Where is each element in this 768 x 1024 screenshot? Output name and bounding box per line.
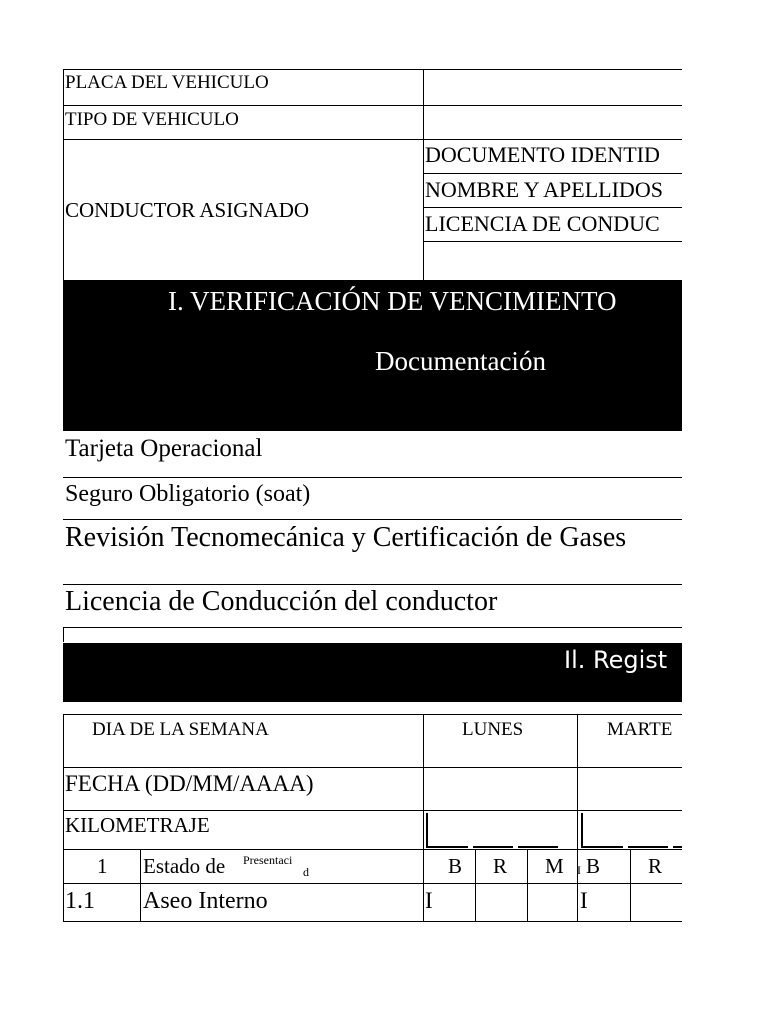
table-line (63, 105, 682, 106)
km-digit-line (426, 813, 428, 847)
table-line (423, 714, 424, 922)
table-line (423, 207, 682, 208)
row1-superscript: Presentaci (243, 853, 293, 867)
km-digit-line (518, 846, 558, 848)
stray-mark: I (577, 863, 581, 877)
col-m-lunes: M (545, 854, 564, 878)
row11-mark-martes: I (580, 888, 588, 913)
doc-item-revision: Revisión Tecnomecánica y Certificación de Gases (65, 522, 627, 553)
section1-title: I. VERIFICACIÓN DE VENCIMIENTO (168, 286, 617, 316)
km-digit-line (473, 846, 513, 848)
table-line (527, 849, 528, 922)
section1-subtitle: Documentación (375, 346, 546, 376)
placa-label: PLACA DEL VEHICULO (65, 72, 269, 93)
km-digit-line (581, 813, 583, 847)
table-line (630, 849, 631, 922)
lunes-label: LUNES (462, 719, 524, 740)
section2-title: Il. Regist (564, 646, 668, 674)
tipo-label: TIPO DE VEHICULO (65, 109, 239, 130)
col-r-martes: R (648, 854, 663, 878)
table-line (63, 519, 682, 520)
table-line (63, 627, 682, 628)
table-line (140, 849, 141, 922)
table-line (63, 714, 64, 922)
documento-label: DOCUMENTO IDENTID (425, 142, 660, 167)
col-b-lunes: B (448, 854, 463, 878)
km-digit-line (581, 846, 623, 848)
dia-semana-label: DIA DE LA SEMANA (92, 719, 269, 740)
col-b-martes: B (586, 854, 601, 878)
kilometraje-label: KILOMETRAJE (65, 813, 210, 837)
col-r-lunes: R (493, 854, 508, 878)
conductor-label: CONDUCTOR ASIGNADO (65, 198, 310, 222)
row11-mark-lunes: I (425, 888, 433, 913)
table-line (63, 810, 682, 811)
table-line (63, 584, 682, 585)
row1-label: Estado de (143, 854, 226, 878)
table-line (63, 849, 682, 850)
table-line (63, 883, 682, 884)
fecha-label: FECHA (DD/MM/AAAA) (65, 771, 314, 796)
table-line (63, 69, 682, 70)
table-line (63, 477, 682, 478)
row1-subscript: d (303, 865, 309, 879)
table-line (63, 921, 682, 922)
nombre-label: NOMBRE Y APELLIDOS (425, 177, 663, 202)
licencia-label: LICENCIA DE CONDUC (425, 211, 660, 236)
km-digit-line (426, 846, 468, 848)
row1-number: 1 (97, 854, 108, 878)
table-line (423, 173, 682, 174)
table-line (475, 849, 476, 922)
table-line (63, 714, 682, 715)
table-line (423, 69, 424, 281)
km-digit-line (673, 846, 682, 848)
table-line (423, 241, 682, 242)
doc-item-licencia: Licencia de Conducción del conductor (65, 586, 498, 617)
row11-label: Aseo Interno (143, 888, 268, 914)
table-line (63, 767, 682, 768)
km-digit-line (628, 846, 668, 848)
doc-item-tarjeta: Tarjeta Operacional (65, 435, 263, 462)
row11-number: 1.1 (65, 888, 95, 914)
table-line (577, 714, 578, 922)
table-line (63, 139, 682, 140)
table-line (63, 627, 64, 642)
doc-item-seguro: Seguro Obligatorio (soat) (65, 481, 311, 507)
martes-label: MARTE (607, 719, 673, 740)
table-line (63, 69, 64, 281)
